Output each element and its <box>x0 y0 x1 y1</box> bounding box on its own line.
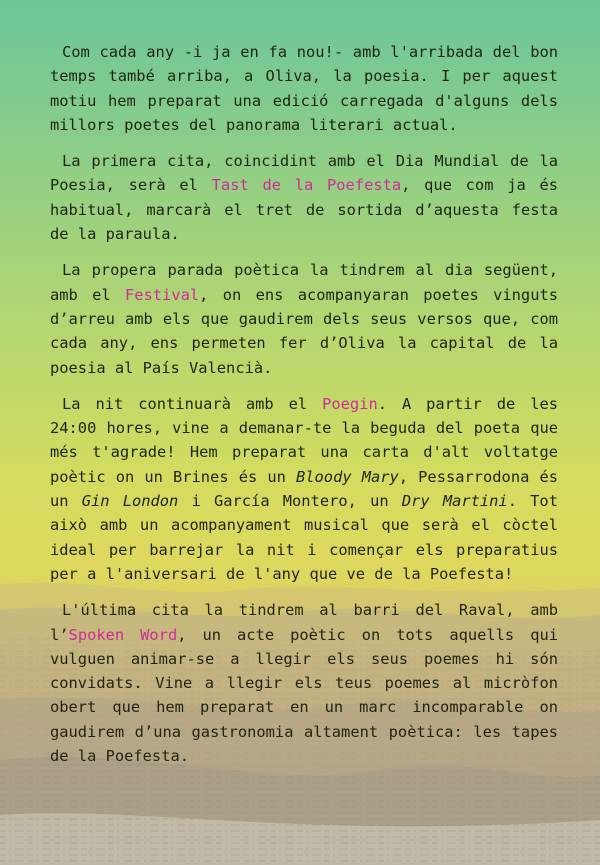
text-run: , Pessarrodona és un <box>50 467 558 511</box>
text-run: La propera parada poètica la tindrem al dia següent, amb el <box>50 261 558 304</box>
text-run: , on ens acompanyaran poetes vinguts d’arreu amb els que gaudirem dels seus versos que, com cada any, ens permeten fer d’Oliva la capital de la poesia al País Valencià. <box>50 285 558 377</box>
event-name: Poegin <box>322 394 378 413</box>
cocktail-name: Bloody Mary <box>296 467 399 486</box>
text-run: L'última cita la tindrem al barri del Raval, amb l’ <box>50 601 558 644</box>
paragraph <box>50 149 558 246</box>
cocktail-name: Gin London <box>81 492 179 511</box>
text-run: La primera cita, coincidint amb el Dia Mundial de la Poesia, serà el <box>50 152 558 195</box>
text-run: , un acte poètic on tots aquells qui vulguen animar-se a llegir els seus poemes hi són convidats. Vine a llegir els teus poemes al micròfon obert que hem preparat en un marc incomparable on gaudirem d’una gastronomia altament poètica: les tapes de la Poefesta. <box>50 625 558 766</box>
paragraph <box>50 40 558 137</box>
event-name: Festival <box>124 285 200 304</box>
article-text <box>50 40 558 780</box>
paragraph <box>50 598 558 768</box>
event-name: Spoken Word <box>68 625 178 644</box>
paragraph <box>50 392 558 586</box>
text-run: . Tot això amb un acompanyament musical que serà el còctel ideal per barrejar la nit i començar els preparatius per a l'aniversari de l'any que ve de la Poefesta! <box>50 492 558 583</box>
text-run: La nit continuarà amb el <box>62 394 323 413</box>
paragraph <box>50 258 558 379</box>
event-name: Tast de la Poefesta <box>211 176 402 195</box>
cocktail-name: Dry Martini <box>401 492 508 511</box>
text-run: . A partir de les 24:00 hores, vine a demanar-te la beguda del poeta que més t'agrade! Hem preparat una carta d'alt voltatge poètic on un Brines és un <box>50 394 558 486</box>
text-run: i García Montero, un <box>178 492 402 511</box>
text-run: , que com ja és habitual, marcarà el tret de sortida d’aquesta festa de la paraula. <box>50 176 558 244</box>
text-run: Com cada any -i ja en fa nou!- amb l'arribada del bon temps també arriba, a Oliva, la poesia. I per aquest motiu hem preparat una edició carregada d'alguns dels millors poetes del panorama literari actual. <box>50 43 558 134</box>
